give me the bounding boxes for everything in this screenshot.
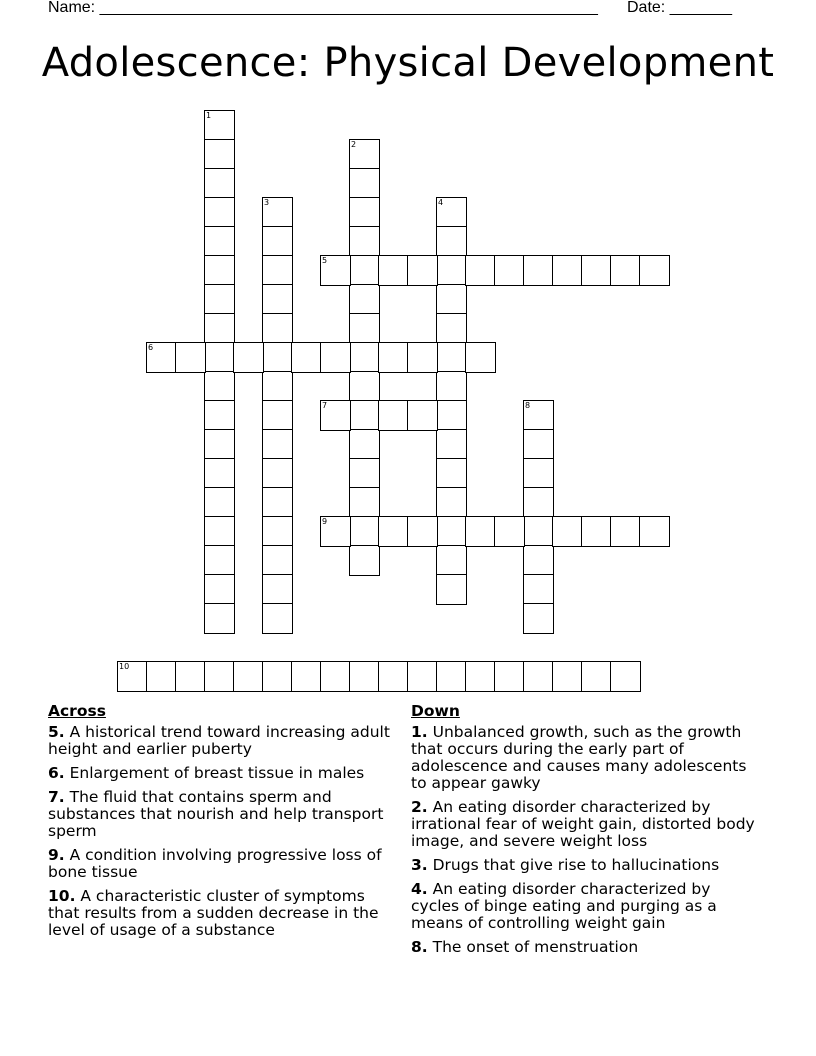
- clue-number: 8: [525, 401, 531, 410]
- crossword-cell[interactable]: [349, 545, 380, 576]
- crossword-cell[interactable]: [523, 661, 554, 692]
- clue-item-text: A characteristic cluster of symptoms that results from a sudden decrease in the level of usage of a substance: [48, 887, 379, 939]
- crossword-cell[interactable]: [320, 255, 351, 286]
- crossword-cell[interactable]: [146, 342, 177, 373]
- crossword-cell[interactable]: [204, 168, 235, 199]
- crossword-cell[interactable]: [349, 487, 380, 518]
- clue-item: [411, 724, 761, 792]
- crossword-cell[interactable]: [349, 429, 380, 460]
- crossword-cell[interactable]: [320, 342, 351, 373]
- crossword-cell[interactable]: [204, 516, 235, 547]
- clue-number: 5: [322, 256, 328, 265]
- crossword-cell[interactable]: [204, 400, 235, 431]
- crossword-cell[interactable]: [523, 458, 554, 489]
- clue-item: [411, 939, 761, 956]
- clue-item-number: 1.: [411, 723, 428, 741]
- clue-number: 7: [322, 401, 328, 410]
- crossword-cell[interactable]: [436, 371, 467, 402]
- crossword-cell[interactable]: [262, 429, 293, 460]
- crossword-cell[interactable]: [436, 400, 467, 431]
- crossword-cell[interactable]: [204, 313, 235, 344]
- crossword-cell[interactable]: [494, 516, 525, 547]
- crossword-cell[interactable]: [523, 255, 554, 286]
- clue-number: 9: [322, 517, 328, 526]
- clue-item-number: 8.: [411, 938, 428, 956]
- crossword-cell[interactable]: [262, 197, 293, 228]
- clue-item-number: 4.: [411, 880, 428, 898]
- crossword-cell[interactable]: [262, 284, 293, 315]
- crossword-cell[interactable]: [349, 139, 380, 170]
- crossword-cell[interactable]: [349, 342, 380, 373]
- crossword-cell[interactable]: [349, 458, 380, 489]
- page-title: Adolescence: Physical Development: [41, 40, 775, 86]
- crossword-cell[interactable]: [436, 284, 467, 315]
- crossword-cell[interactable]: [436, 429, 467, 460]
- crossword-cell[interactable]: [262, 313, 293, 344]
- clue-number: 10: [119, 662, 130, 671]
- crossword-cell[interactable]: [378, 255, 409, 286]
- crossword-cell[interactable]: [465, 661, 496, 692]
- crossword-cell[interactable]: [639, 516, 670, 547]
- clue-item-text: A historical trend toward increasing adult height and earlier puberty: [48, 723, 390, 758]
- crossword-cell[interactable]: [233, 661, 264, 692]
- crossword-cell[interactable]: [610, 516, 641, 547]
- crossword-cell[interactable]: [349, 371, 380, 402]
- crossword-cell[interactable]: [552, 516, 583, 547]
- crossword-cell[interactable]: [349, 284, 380, 315]
- date-field-label: Date: _______: [627, 0, 732, 16]
- crossword-cell[interactable]: [320, 400, 351, 431]
- crossword-cell[interactable]: [523, 545, 554, 576]
- crossword-cell[interactable]: [523, 574, 554, 605]
- crossword-cell[interactable]: [204, 603, 235, 634]
- crossword-cell[interactable]: [262, 400, 293, 431]
- crossword-cell[interactable]: [291, 661, 322, 692]
- crossword-cell[interactable]: [436, 574, 467, 605]
- crossword-cell[interactable]: [204, 487, 235, 518]
- clue-item-number: 10.: [48, 887, 76, 905]
- clue-item-number: 3.: [411, 856, 428, 874]
- clue-item-text: A condition involving progressive loss of bone tissue: [48, 846, 382, 881]
- crossword-cell[interactable]: [552, 661, 583, 692]
- crossword-cell[interactable]: [320, 516, 351, 547]
- crossword-cell[interactable]: [523, 516, 554, 547]
- crossword-cell[interactable]: [581, 516, 612, 547]
- crossword-cell[interactable]: [349, 516, 380, 547]
- crossword-cell[interactable]: [262, 371, 293, 402]
- crossword-cell[interactable]: [494, 661, 525, 692]
- crossword-cell[interactable]: [262, 255, 293, 286]
- crossword-cell[interactable]: [349, 400, 380, 431]
- clue-item: [48, 847, 398, 881]
- clue-item-text: The onset of menstruation: [432, 938, 639, 956]
- clue-item: [48, 724, 398, 758]
- clue-item-number: 2.: [411, 798, 428, 816]
- crossword-cell[interactable]: [204, 458, 235, 489]
- crossword-cell[interactable]: [436, 255, 467, 286]
- clue-item-number: 5.: [48, 723, 65, 741]
- crossword-cell[interactable]: [378, 661, 409, 692]
- clue-item-text: An eating disorder characterized by cycles of binge eating and purging as a means of controlling weight gain: [411, 880, 717, 932]
- crossword-cell[interactable]: [204, 197, 235, 228]
- clue-item-text: An eating disorder characterized by irrational fear of weight gain, distorted body image, and severe weight loss: [411, 798, 755, 850]
- crossword-cell[interactable]: [349, 226, 380, 257]
- clue-item-number: 7.: [48, 788, 65, 806]
- crossword-cell[interactable]: [349, 255, 380, 286]
- crossword-cell[interactable]: [552, 255, 583, 286]
- crossword-cell[interactable]: [262, 603, 293, 634]
- crossword-cell[interactable]: [378, 400, 409, 431]
- crossword-cell[interactable]: [349, 168, 380, 199]
- clue-item-text: The fluid that contains sperm and substances that nourish and help transport sperm: [48, 788, 384, 840]
- crossword-cell[interactable]: [436, 487, 467, 518]
- crossword-cell[interactable]: [436, 197, 467, 228]
- crossword-cell[interactable]: [407, 255, 438, 286]
- crossword-cell[interactable]: [262, 342, 293, 373]
- clue-item: [411, 857, 761, 874]
- crossword-cell[interactable]: [204, 255, 235, 286]
- clue-item: [411, 799, 761, 850]
- crossword-cell[interactable]: [407, 400, 438, 431]
- crossword-cell[interactable]: [262, 574, 293, 605]
- crossword-cell[interactable]: [204, 110, 235, 141]
- across-clue-list: [48, 724, 398, 939]
- clue-item-text: Unbalanced growth, such as the growth that occurs during the early part of adolescence and causes many adolescents to appear gawky: [411, 723, 747, 792]
- crossword-cell[interactable]: [523, 429, 554, 460]
- crossword-cell[interactable]: [204, 661, 235, 692]
- crossword-cell[interactable]: [610, 255, 641, 286]
- clue-item: [48, 789, 398, 840]
- crossword-cell[interactable]: [436, 545, 467, 576]
- crossword-cell[interactable]: [349, 661, 380, 692]
- crossword-cell[interactable]: [349, 197, 380, 228]
- crossword-cell[interactable]: [523, 487, 554, 518]
- name-field-label: Name: ________________________________________________________: [48, 0, 598, 16]
- crossword-cell[interactable]: [465, 342, 496, 373]
- crossword-cell[interactable]: [204, 139, 235, 170]
- clue-item: [48, 765, 398, 782]
- crossword-cell[interactable]: [407, 342, 438, 373]
- crossword-cell[interactable]: [204, 545, 235, 576]
- crossword-cell[interactable]: [610, 661, 641, 692]
- crossword-cell[interactable]: [262, 661, 293, 692]
- crossword-cell[interactable]: [407, 661, 438, 692]
- crossword-cell[interactable]: [494, 255, 525, 286]
- crossword-cell[interactable]: [407, 516, 438, 547]
- clue-item-text: Drugs that give rise to hallucinations: [432, 856, 720, 874]
- crossword-cell[interactable]: [523, 400, 554, 431]
- crossword-cell[interactable]: [291, 342, 322, 373]
- clue-item-number: 9.: [48, 846, 65, 864]
- across-heading: Across: [48, 702, 106, 720]
- down-clues-section: [411, 703, 761, 963]
- crossword-cell[interactable]: [581, 661, 612, 692]
- crossword-cell[interactable]: [204, 226, 235, 257]
- crossword-cell[interactable]: [349, 313, 380, 344]
- crossword-cell[interactable]: [320, 661, 351, 692]
- clue-number: 3: [264, 198, 270, 207]
- crossword-cell[interactable]: [204, 371, 235, 402]
- crossword-cell[interactable]: [436, 342, 467, 373]
- crossword-cell[interactable]: [436, 458, 467, 489]
- clue-item: [48, 888, 398, 939]
- crossword-cell[interactable]: [262, 545, 293, 576]
- crossword-cell[interactable]: [436, 661, 467, 692]
- crossword-cell[interactable]: [465, 255, 496, 286]
- crossword-cell[interactable]: [262, 516, 293, 547]
- down-heading: Down: [411, 702, 460, 720]
- crossword-cell[interactable]: [262, 226, 293, 257]
- crossword-cell[interactable]: [204, 574, 235, 605]
- clue-item-number: 6.: [48, 764, 65, 782]
- clue-number: 1: [206, 111, 212, 120]
- clue-item-text: Enlargement of breast tissue in males: [69, 764, 365, 782]
- crossword-cell[interactable]: [233, 342, 264, 373]
- crossword-cell[interactable]: [378, 342, 409, 373]
- crossword-cell[interactable]: [262, 487, 293, 518]
- clue-item: [411, 881, 761, 932]
- crossword-cell[interactable]: [436, 226, 467, 257]
- crossword-cell[interactable]: [175, 661, 206, 692]
- crossword-cell[interactable]: [175, 342, 206, 373]
- clue-number: 4: [438, 198, 444, 207]
- crossword-cell[interactable]: [117, 661, 148, 692]
- crossword-cell[interactable]: [436, 313, 467, 344]
- crossword-cell[interactable]: [465, 516, 496, 547]
- crossword-cell[interactable]: [523, 603, 554, 634]
- crossword-cell[interactable]: [639, 255, 670, 286]
- down-clue-list: [411, 724, 761, 956]
- across-clues-section: [48, 703, 398, 946]
- crossword-cell[interactable]: [204, 284, 235, 315]
- clue-number: 2: [351, 140, 357, 149]
- crossword-cell[interactable]: [436, 516, 467, 547]
- crossword-cell[interactable]: [581, 255, 612, 286]
- crossword-cell[interactable]: [204, 429, 235, 460]
- crossword-cell[interactable]: [204, 342, 235, 373]
- crossword-cell[interactable]: [146, 661, 177, 692]
- crossword-cell[interactable]: [262, 458, 293, 489]
- crossword-cell[interactable]: [378, 516, 409, 547]
- clue-number: 6: [148, 343, 154, 352]
